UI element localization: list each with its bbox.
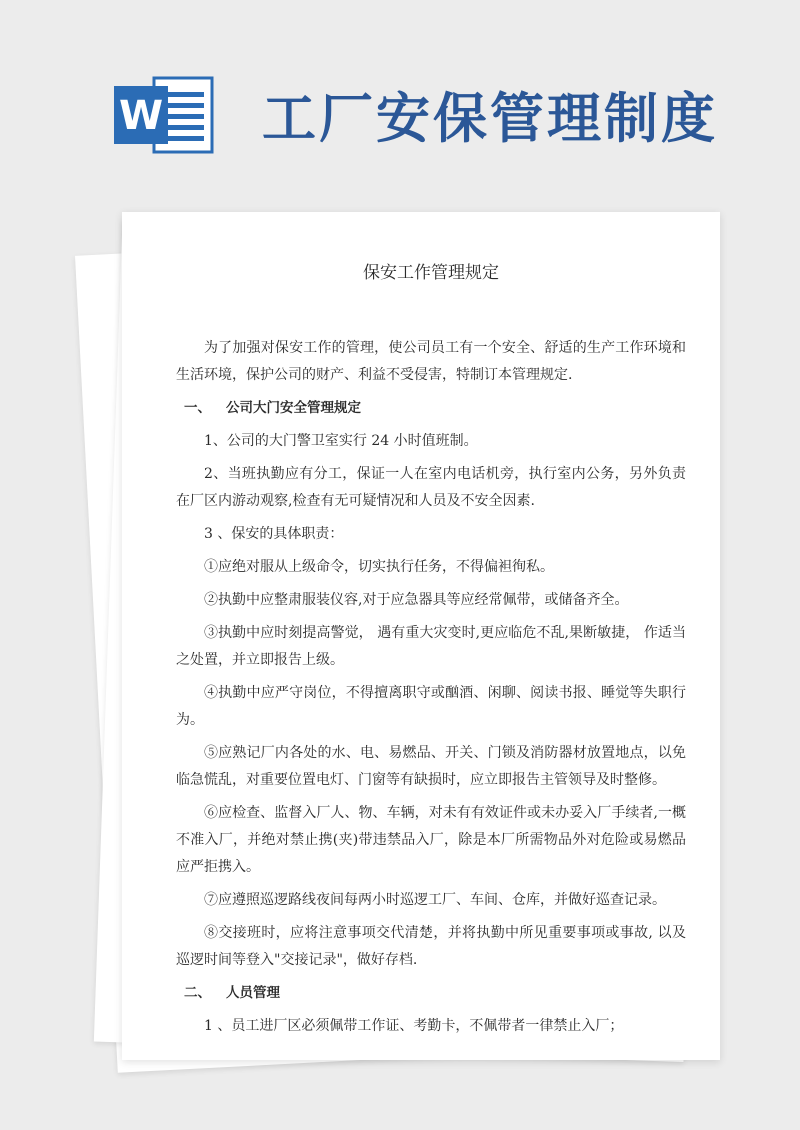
- list-item: ⑤应熟记厂内各处的水、电、易燃品、开关、门锁及消防器材放置地点，以免临急慌乱，对重要位置电灯、门窗等有缺损时，应立即报告主管领导及时整修。: [176, 745, 686, 788]
- section-heading: [176, 980, 686, 1007]
- list-item: ⑦应遵照巡逻路线夜间每两小时巡逻工厂、车间、仓库，并做好巡查记录。: [204, 892, 666, 908]
- list-item: 2、当班执勤应有分工，保证一人在室内电话机旁，执行室内公务，另外负责在厂区内游动观察,检查有无可疑情况和人员及不安全因素.: [176, 466, 686, 509]
- list-item: 3 、保安的具体职责：: [204, 526, 344, 542]
- word-icon: [112, 72, 216, 158]
- document-title: 保安工作管理规定: [363, 263, 499, 283]
- banner-title: 工厂安保管理制度: [262, 87, 718, 150]
- header-banner: [0, 0, 800, 200]
- section-number: 一、: [184, 400, 211, 416]
- intro-paragraph: 为了加强对保安工作的管理，使公司员工有一个安全、舒适的生产工作环境和生活环境，保护公司的财产、利益不受侵害，特制订本管理规定.: [176, 340, 686, 383]
- section-heading: [176, 395, 686, 422]
- list-item: ⑧交接班时，应将注意事项交代清楚，并将执勤中所见重要事项或事故, 以及巡逻时间等登入"交接记录"，做好存档.: [176, 925, 686, 968]
- list-item: ④执勤中应严守岗位，不得擅离职守或酗酒、闲聊、阅读书报、睡觉等失职行为。: [176, 685, 686, 728]
- list-item: 1、公司的大门警卫室实行 24 小时值班制。: [204, 433, 478, 449]
- section-heading-text: 人员管理: [226, 985, 280, 1001]
- document-body: [176, 250, 686, 1046]
- list-item: ③执勤中应时刻提高警觉， 遇有重大灾变时,更应临危不乱,果断敏捷， 作适当之处置，并立即报告上级。: [176, 625, 686, 668]
- section-heading-text: 公司大门安全管理规定: [226, 400, 361, 416]
- list-item: ⑥应检查、监督入厂人、物、车辆，对未有有效证件或未办妥入厂手续者,一概不准入厂，并绝对禁止携(夹)带违禁品入厂，除是本厂所需物品外对危险或易燃品应严拒携入。: [176, 805, 686, 875]
- section-number: 二、: [184, 985, 211, 1001]
- list-item: ①应绝对服从上级命令，切实执行任务，不得偏袒徇私。: [204, 559, 554, 575]
- list-item: 1 、员工进厂区必须佩带工作证、考勤卡，不佩带者一律禁止入厂；: [204, 1018, 624, 1034]
- svg-text:W: W: [118, 93, 164, 139]
- list-item: ②执勤中应整肃服装仪容,对于应急器具等应经常佩带，或储备齐全。: [204, 592, 629, 608]
